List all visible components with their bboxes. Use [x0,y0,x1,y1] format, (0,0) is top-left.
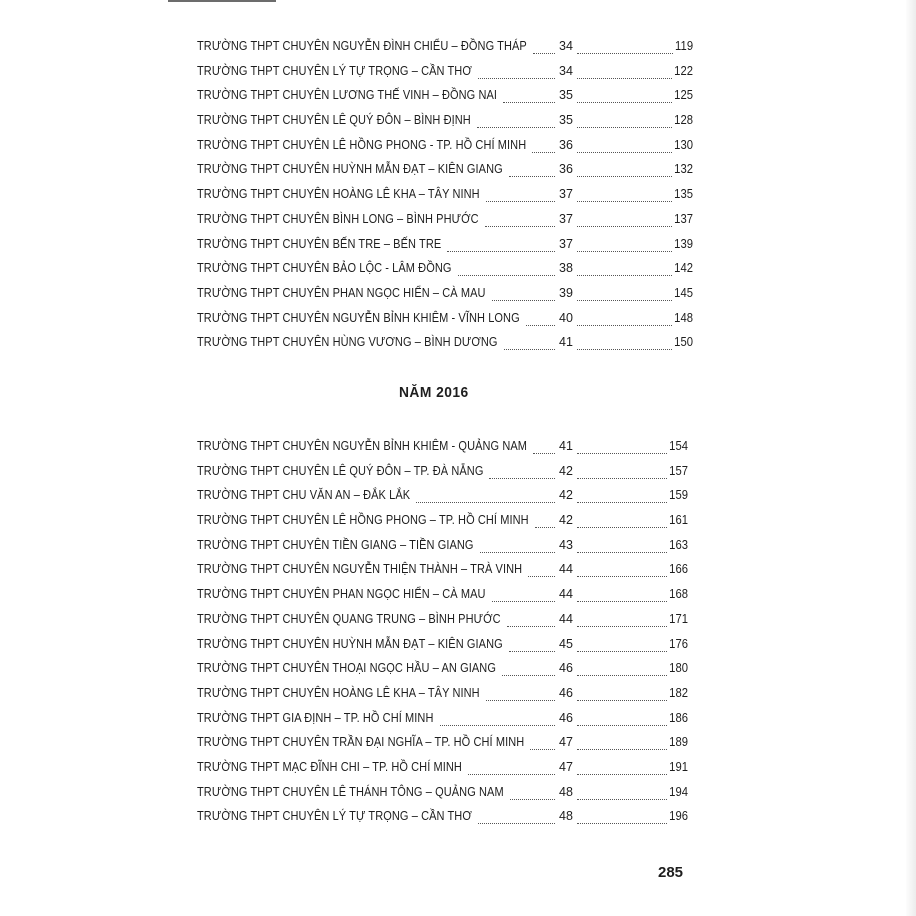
dot-leader [577,337,672,350]
toc-entry-question-page: 35 [559,88,574,103]
dot-leader [577,263,672,276]
top-rule [168,0,276,2]
toc-entry-title: TRƯỜNG THPT CHUYÊN TIỀN GIANG – TIỀN GIANG [197,537,474,552]
toc-entry-title: TRƯỜNG THPT CHUYÊN HUỲNH MẪN ĐẠT – KIÊN GIANG [197,636,503,651]
toc-entry-answer-page: 186 [668,710,688,725]
toc-entry-question-page: 36 [559,137,574,152]
toc-section-previous-year [197,37,693,358]
toc-entry-answer-page: 130 [673,137,693,152]
dot-leader [577,762,667,775]
toc-entry-question-page: 42 [559,463,574,478]
toc-entry [197,486,693,511]
dot-leader [577,214,672,227]
dot-leader [510,787,555,800]
toc-entry [197,210,693,235]
dot-leader [577,239,672,252]
dot-leader [577,164,672,177]
toc-entry [197,437,693,462]
toc-entry [197,62,693,87]
toc-entry [197,560,693,585]
dot-leader [577,189,672,202]
toc-entry-answer-page: 157 [668,463,688,478]
dot-leader [577,313,672,326]
toc-entry-title: TRƯỜNG THPT CHUYÊN LƯƠNG THẾ VINH – ĐỒNG NAI [197,88,498,103]
toc-entry-answer-page: 132 [673,162,693,177]
toc-entry-question-page: 46 [559,710,574,725]
page-edge-shadow [906,0,916,916]
dot-leader [502,663,555,676]
toc-entry-question-page: 46 [559,685,574,700]
toc-entry-answer-page: 194 [668,784,688,799]
toc-entry-title: TRƯỜNG THPT CHUYÊN HOÀNG LÊ KHA – TÂY NINH [197,187,480,202]
dot-leader [478,66,555,79]
toc-entry [197,610,693,635]
toc-entry [197,235,693,260]
toc-entry-title: TRƯỜNG THPT CHUYÊN LÊ HỒNG PHONG - TP. HỒ CHÍ MINH [197,137,527,152]
toc-entry-answer-page: 148 [673,310,693,325]
dot-leader [485,214,555,227]
toc-entry-question-page: 48 [559,784,574,799]
dot-leader [528,564,555,577]
toc-entry-title: TRƯỜNG THPT CHUYÊN BẢO LỘC - LÂM ĐỒNG [197,261,452,276]
toc-entry [197,136,693,161]
dot-leader [577,688,667,701]
toc-entry-answer-page: 150 [673,335,693,350]
dot-leader [509,164,555,177]
toc-entry-question-page: 48 [559,809,574,824]
toc-entry [197,684,693,709]
dot-leader [577,140,672,153]
toc-entry-question-page: 35 [559,113,574,128]
toc-entry [197,37,693,62]
toc-entry-answer-page: 135 [673,187,693,202]
toc-entry [197,709,693,734]
toc-entry-answer-page: 191 [668,759,688,774]
toc-entry [197,585,693,610]
toc-entry-answer-page: 154 [668,439,688,453]
dot-leader [480,540,555,553]
toc-entry-title: TRƯỜNG THPT CHUYÊN NGUYỄN BỈNH KHIÊM - VĨNH LONG [197,310,520,325]
toc-entry-title: TRƯỜNG THPT CHUYÊN LÊ THÁNH TÔNG – QUẢNG NAM [197,784,504,799]
dot-leader [577,663,667,676]
toc-entry [197,284,693,309]
toc-entry-question-page: 45 [559,636,574,651]
dot-leader [458,263,555,276]
dot-leader [507,614,555,627]
dot-leader [577,90,672,103]
toc-entry-question-page: 46 [559,661,574,676]
toc-entry [197,259,693,284]
toc-entry-question-page: 40 [559,310,574,325]
dot-leader [577,614,667,627]
toc-entry-answer-page: 182 [668,685,688,700]
toc-entry-question-page: 34 [559,39,574,53]
page-number: 285 [658,864,684,881]
dot-leader [416,490,555,503]
toc-entry-answer-page: 142 [673,261,693,276]
toc-entry-answer-page: 137 [673,211,693,226]
toc-entry-answer-page: 119 [674,39,693,53]
dot-leader [509,639,555,652]
dot-leader [478,811,555,824]
toc-entry-title: TRƯỜNG THPT CHUYÊN PHAN NGỌC HIỂN – CÀ MAU [197,285,486,300]
dot-leader [489,466,555,479]
toc-entry-question-page: 44 [559,587,574,602]
toc-entry-title: TRƯỜNG THPT GIA ĐỊNH – TP. HỒ CHÍ MINH [197,710,434,725]
dot-leader [577,737,667,750]
toc-entry-question-page: 43 [559,537,574,552]
dot-leader [486,688,555,701]
toc-entry-answer-page: 139 [673,236,693,251]
toc-entry-question-page: 47 [559,759,574,774]
toc-entry-answer-page: 145 [673,285,693,300]
toc-entry-question-page: 39 [559,285,574,300]
dot-leader [532,140,555,153]
toc-entry-answer-page: 128 [673,113,693,128]
dot-leader [526,313,555,326]
toc-entry-title: TRƯỜNG THPT CHUYÊN NGUYỄN ĐÌNH CHIỂU – ĐỒNG THÁP [197,39,527,53]
dot-leader [530,737,555,750]
dot-leader [577,540,667,553]
toc-entry-answer-page: 166 [668,562,688,577]
toc-entry-title: TRƯỜNG THPT CHUYÊN BÌNH LONG – BÌNH PHƯỚC [197,211,479,226]
dot-leader [492,589,555,602]
dot-leader [533,41,555,54]
toc-entry [197,758,693,783]
toc-entry-title: TRƯỜNG THPT CHUYÊN HUỲNH MẪN ĐẠT – KIÊN GIANG [197,162,503,177]
toc-entry [197,309,693,334]
dot-leader [447,239,555,252]
toc-entry-answer-page: 163 [668,537,688,552]
toc-entry-title: TRƯỜNG THPT CHUYÊN TRẦN ĐẠI NGHĨA – TP. HỒ CHÍ MINH [197,735,525,750]
toc-entry-answer-page: 196 [668,809,688,824]
dot-leader [440,713,556,726]
toc-entry [197,185,693,210]
toc-entry [197,635,693,660]
toc-entry-title: TRƯỜNG THPT MẠC ĐĨNH CHI – TP. HỒ CHÍ MINH [197,759,462,774]
toc-entry-question-page: 42 [559,513,574,528]
toc-section-2016 [197,437,693,832]
toc-entry-title: TRƯỜNG THPT CHUYÊN LÝ TỰ TRỌNG – CẦN THƠ [197,63,472,78]
toc-entry-question-page: 37 [559,236,574,251]
dot-leader [577,787,667,800]
dot-leader [477,115,555,128]
toc-entry [197,333,693,358]
toc-entry [197,160,693,185]
toc-entry-question-page: 41 [559,335,574,350]
dot-leader [577,589,667,602]
dot-leader [577,564,667,577]
toc-entry-question-page: 36 [559,162,574,177]
dot-leader [577,41,673,54]
toc-entry-answer-page: 171 [668,611,688,626]
dot-leader [577,466,667,479]
dot-leader [504,337,555,350]
toc-entry-title: TRƯỜNG THPT CHUYÊN PHAN NGỌC HIỂN – CÀ MAU [197,587,486,602]
toc-entry-question-page: 44 [559,611,574,626]
toc-entry [197,536,693,561]
toc-entry-answer-page: 122 [673,63,693,78]
dot-leader [577,639,667,652]
dot-leader [577,811,667,824]
toc-entry-answer-page: 180 [668,661,688,676]
dot-leader [533,441,555,454]
toc-entry [197,86,693,111]
toc-entry-title: TRƯỜNG THPT CHUYÊN LÊ HỒNG PHONG – TP. HỒ CHÍ MINH [197,513,529,528]
toc-entry-title: TRƯỜNG THPT CHUYÊN BẾN TRE – BẾN TRE [197,236,442,251]
dot-leader [577,515,667,528]
toc-entry-question-page: 47 [559,735,574,750]
toc-entry-answer-page: 161 [668,513,688,528]
dot-leader [577,441,667,454]
toc-entry-title: TRƯỜNG THPT CHUYÊN LÝ TỰ TRỌNG – CẦN THƠ [197,809,472,824]
toc-entry-title: TRƯỜNG THPT CHUYÊN NGUYỄN THIỆN THÀNH – TRÀ VINH [197,562,523,577]
toc-entry-title: TRƯỜNG THPT CHUYÊN LÊ QUÝ ĐÔN – BÌNH ĐỊNH [197,113,471,128]
toc-entry-question-page: 42 [559,488,574,503]
toc-entry-answer-page: 176 [668,636,688,651]
dot-leader [577,713,667,726]
toc-entry-title: TRƯỜNG THPT CHUYÊN HOÀNG LÊ KHA – TÂY NINH [197,685,480,700]
toc-entry-answer-page: 189 [668,735,688,750]
toc-entry-question-page: 41 [559,439,574,453]
dot-leader [577,66,672,79]
toc-entry-answer-page: 159 [668,488,688,503]
toc-entry-title: TRƯỜNG THPT CHU VĂN AN – ĐẮK LẮK [197,488,411,503]
dot-leader [535,515,555,528]
toc-entry-title: TRƯỜNG THPT CHUYÊN QUANG TRUNG – BÌNH PHƯỚC [197,611,501,626]
toc-entry-question-page: 34 [559,63,574,78]
dot-leader [577,490,667,503]
dot-leader [468,762,555,775]
toc-entry-title: TRƯỜNG THPT CHUYÊN THOẠI NGỌC HẦU – AN GIANG [197,661,496,676]
toc-entry-title: TRƯỜNG THPT CHUYÊN HÙNG VƯƠNG – BÌNH DƯƠNG [197,335,498,350]
year-heading: NĂM 2016 [399,384,469,401]
toc-entry-question-page: 37 [559,211,574,226]
dot-leader [577,288,672,301]
dot-leader [577,115,672,128]
dot-leader [503,90,555,103]
toc-entry [197,783,693,808]
dot-leader [492,288,555,301]
toc-entry [197,462,693,487]
toc-entry [197,659,693,684]
dot-leader [486,189,555,202]
toc-entry [197,733,693,758]
toc-entry-question-page: 37 [559,187,574,202]
toc-entry-title: TRƯỜNG THPT CHUYÊN NGUYỄN BỈNH KHIÊM - QUẢNG NAM [197,439,528,453]
toc-entry-answer-page: 168 [668,587,688,602]
toc-entry [197,807,693,832]
toc-entry [197,511,693,536]
toc-entry-question-page: 44 [559,562,574,577]
toc-entry-question-page: 38 [559,261,574,276]
toc-entry [197,111,693,136]
toc-entry-title: TRƯỜNG THPT CHUYÊN LÊ QUÝ ĐÔN – TP. ĐÀ NẴNG [197,463,484,478]
toc-entry-answer-page: 125 [673,88,693,103]
